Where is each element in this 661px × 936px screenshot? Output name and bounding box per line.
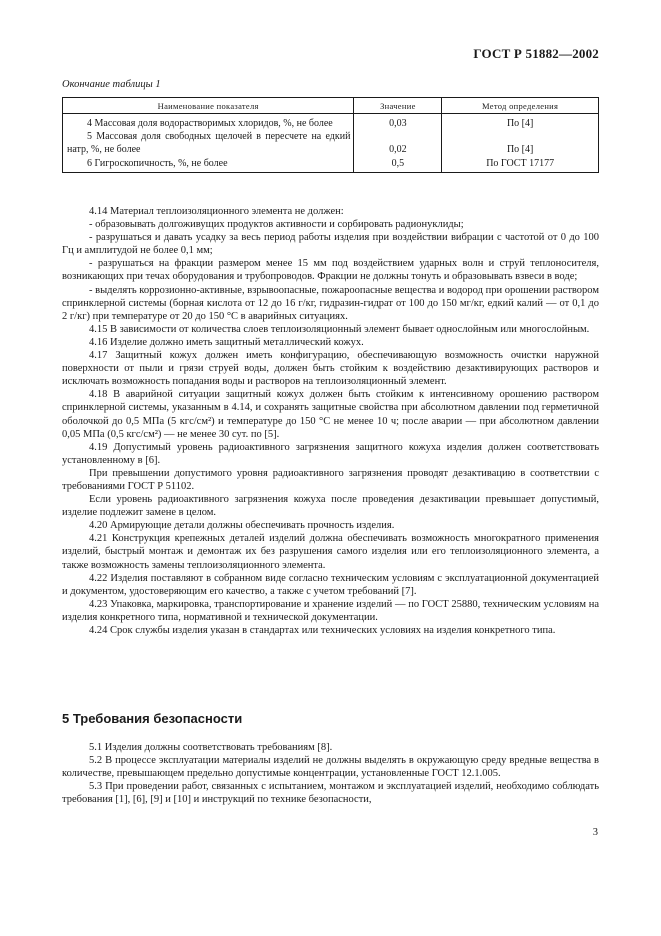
indicator-name: 5 Массовая доля свободных щелочей в пересчете на едкий натр, %, не более (63, 130, 354, 156)
column-header-method: Метод определения (442, 98, 599, 114)
paragraph: 4.17 Защитный кожух должен иметь конфигурацию, обеспечивающую возможность очистки наружной поверхности от пыли и грязи струей воды, должен быть стойким к воздействию дезактивирующих растворов и исключать возможность попадания воды и растворов на теплоизоляционный элемент. (62, 350, 599, 388)
paragraph: 5.2 В процессе эксплуатации материалы изделий не должны выделять в окружающую среду вредные вещества в количестве, превышающем предельно допустимые концентрации, установленные ГОСТ 12.1.005. (62, 755, 599, 780)
properties-table (62, 97, 599, 173)
column-header-indicator: Наименование показателя (63, 98, 354, 114)
indicator-value: 0,03 (354, 114, 442, 131)
table-row (63, 156, 599, 173)
table-row (63, 114, 599, 131)
indicator-method: По [4] (442, 114, 599, 131)
table-caption: Окончание таблицы 1 (62, 79, 161, 90)
page-number: 3 (592, 827, 598, 838)
paragraph: 4.19 Допустимый уровень радиоактивного загрязнения защитного кожуха изделия должен соответствовать установленному в [6]. (62, 441, 599, 466)
paragraph: - разрушаться и давать усадку за весь период работы изделия при воздействии вибрации с частотой от 0 до 100 Гц и амплитудой не более 0,1 мм; (62, 232, 599, 257)
section-heading: 5 Требования безопасности (62, 711, 243, 726)
paragraph: 4.20 Армирующие детали должны обеспечивать прочность изделия. (89, 520, 395, 532)
paragraph: При превышении допустимого уровня радиоактивного загрязнения проводят дезактивацию в соответствии с требованиями ГОСТ Р 51102. (62, 467, 599, 492)
column-header-value: Значение (354, 98, 442, 114)
paragraph: Если уровень радиоактивного загрязнения кожуха после проведения дезактивации превышает допустимый, изделие подлежит замене в целом. (62, 494, 599, 519)
paragraph: 4.23 Упаковка, маркировка, транспортирование и хранение изделий — по ГОСТ 25880, техническим условиям на изделия конкретного типа, нормативной и технической документации. (62, 598, 599, 623)
document-code-header: ГОСТ Р 51882—2002 (473, 46, 599, 61)
paragraph: 4.14 Материал теплоизоляционного элемента не должен: (89, 206, 344, 217)
indicator-value: 0,5 (354, 156, 442, 173)
paragraph: 5.3 При проведении работ, связанных с испытанием, монтажом и эксплуатацией изделий, необходимо соблюдать требования [1], [6], [9] и [10] и инструкций по технике безопасности, (62, 781, 599, 806)
paragraph: 5.1 Изделия должны соответствовать требованиям [8]. (89, 742, 333, 753)
table-header-row (63, 98, 599, 114)
paragraph: 4.18 В аварийной ситуации защитный кожух должен быть стойким к интенсивному орошению раствором спринклерной системы, указанным в 4.14, и сохранять защитные свойства при абсолютном давлении под герметичной оболочкой до 0,5 МПа (5 кгс/см²) и температуре до 150 °С не менее 10 ч; после аварии — при абсолютном давлении 0,05 МПа (0,5 кгс/см²) — не менее 30 сут. по [5]. (62, 389, 599, 440)
paragraph: 4.22 Изделия поставляют в собранном виде согласно техническим условиям с эксплуатационной документацией и документом, удостоверяющим его качество, а также с учетом требований [7]. (62, 572, 599, 597)
table-row (63, 130, 599, 156)
paragraph: - разрушаться на фракции размером менее 15 мм под воздействием ударных волн и струй теплоносителя, возникающих при течах оборудования и трубопроводов. Фракции не должны тонуть и образовывать взвеси в воде; (62, 258, 599, 283)
paragraph: 4.15 В зависимости от количества слоев теплоизоляционный элемент бывает однослойным или многослойным. (89, 323, 590, 335)
paragraph: - образовывать долгоживущих продуктов активности и сорбировать радионуклиды; (89, 219, 464, 231)
paragraph: 4.21 Конструкция крепежных деталей изделий должна обеспечивать возможность многократного применения изделий, быстрый монтаж и демонтаж их без разрушения самого изделия или его теплоизоляционного элемента, а также возможность замены теплоизоляционного элемента. (62, 533, 599, 571)
indicator-method: По [4] (442, 130, 599, 156)
safety-requirements-text (62, 741, 599, 806)
paragraph: 4.24 Срок службы изделия указан в стандартах или технических условиях на изделия конкретного типа. (89, 625, 556, 636)
indicator-value: 0,02 (354, 130, 442, 156)
indicator-name: 6 Гигроскопичность, %, не более (63, 156, 354, 173)
indicator-method: По ГОСТ 17177 (442, 156, 599, 173)
paragraph: 4.16 Изделие должно иметь защитный металлический кожух. (89, 336, 364, 348)
indicator-name: 4 Массовая доля водорастворимых хлоридов, %, не более (63, 114, 354, 131)
paragraph: - выделять коррозионно-активные, взрывоопасные, пожароопасные вещества и водород при орошении раствором спринклерной системы (борная кислота от 12 до 16 г/кг, гидразин-гидрат от 100 до 150 мг/кг, едкий калий — от 0,1 до 2 г/кг) при температуре от 20 до 150 °С в аварийных ситуациях. (62, 284, 599, 322)
requirements-text (62, 205, 599, 637)
